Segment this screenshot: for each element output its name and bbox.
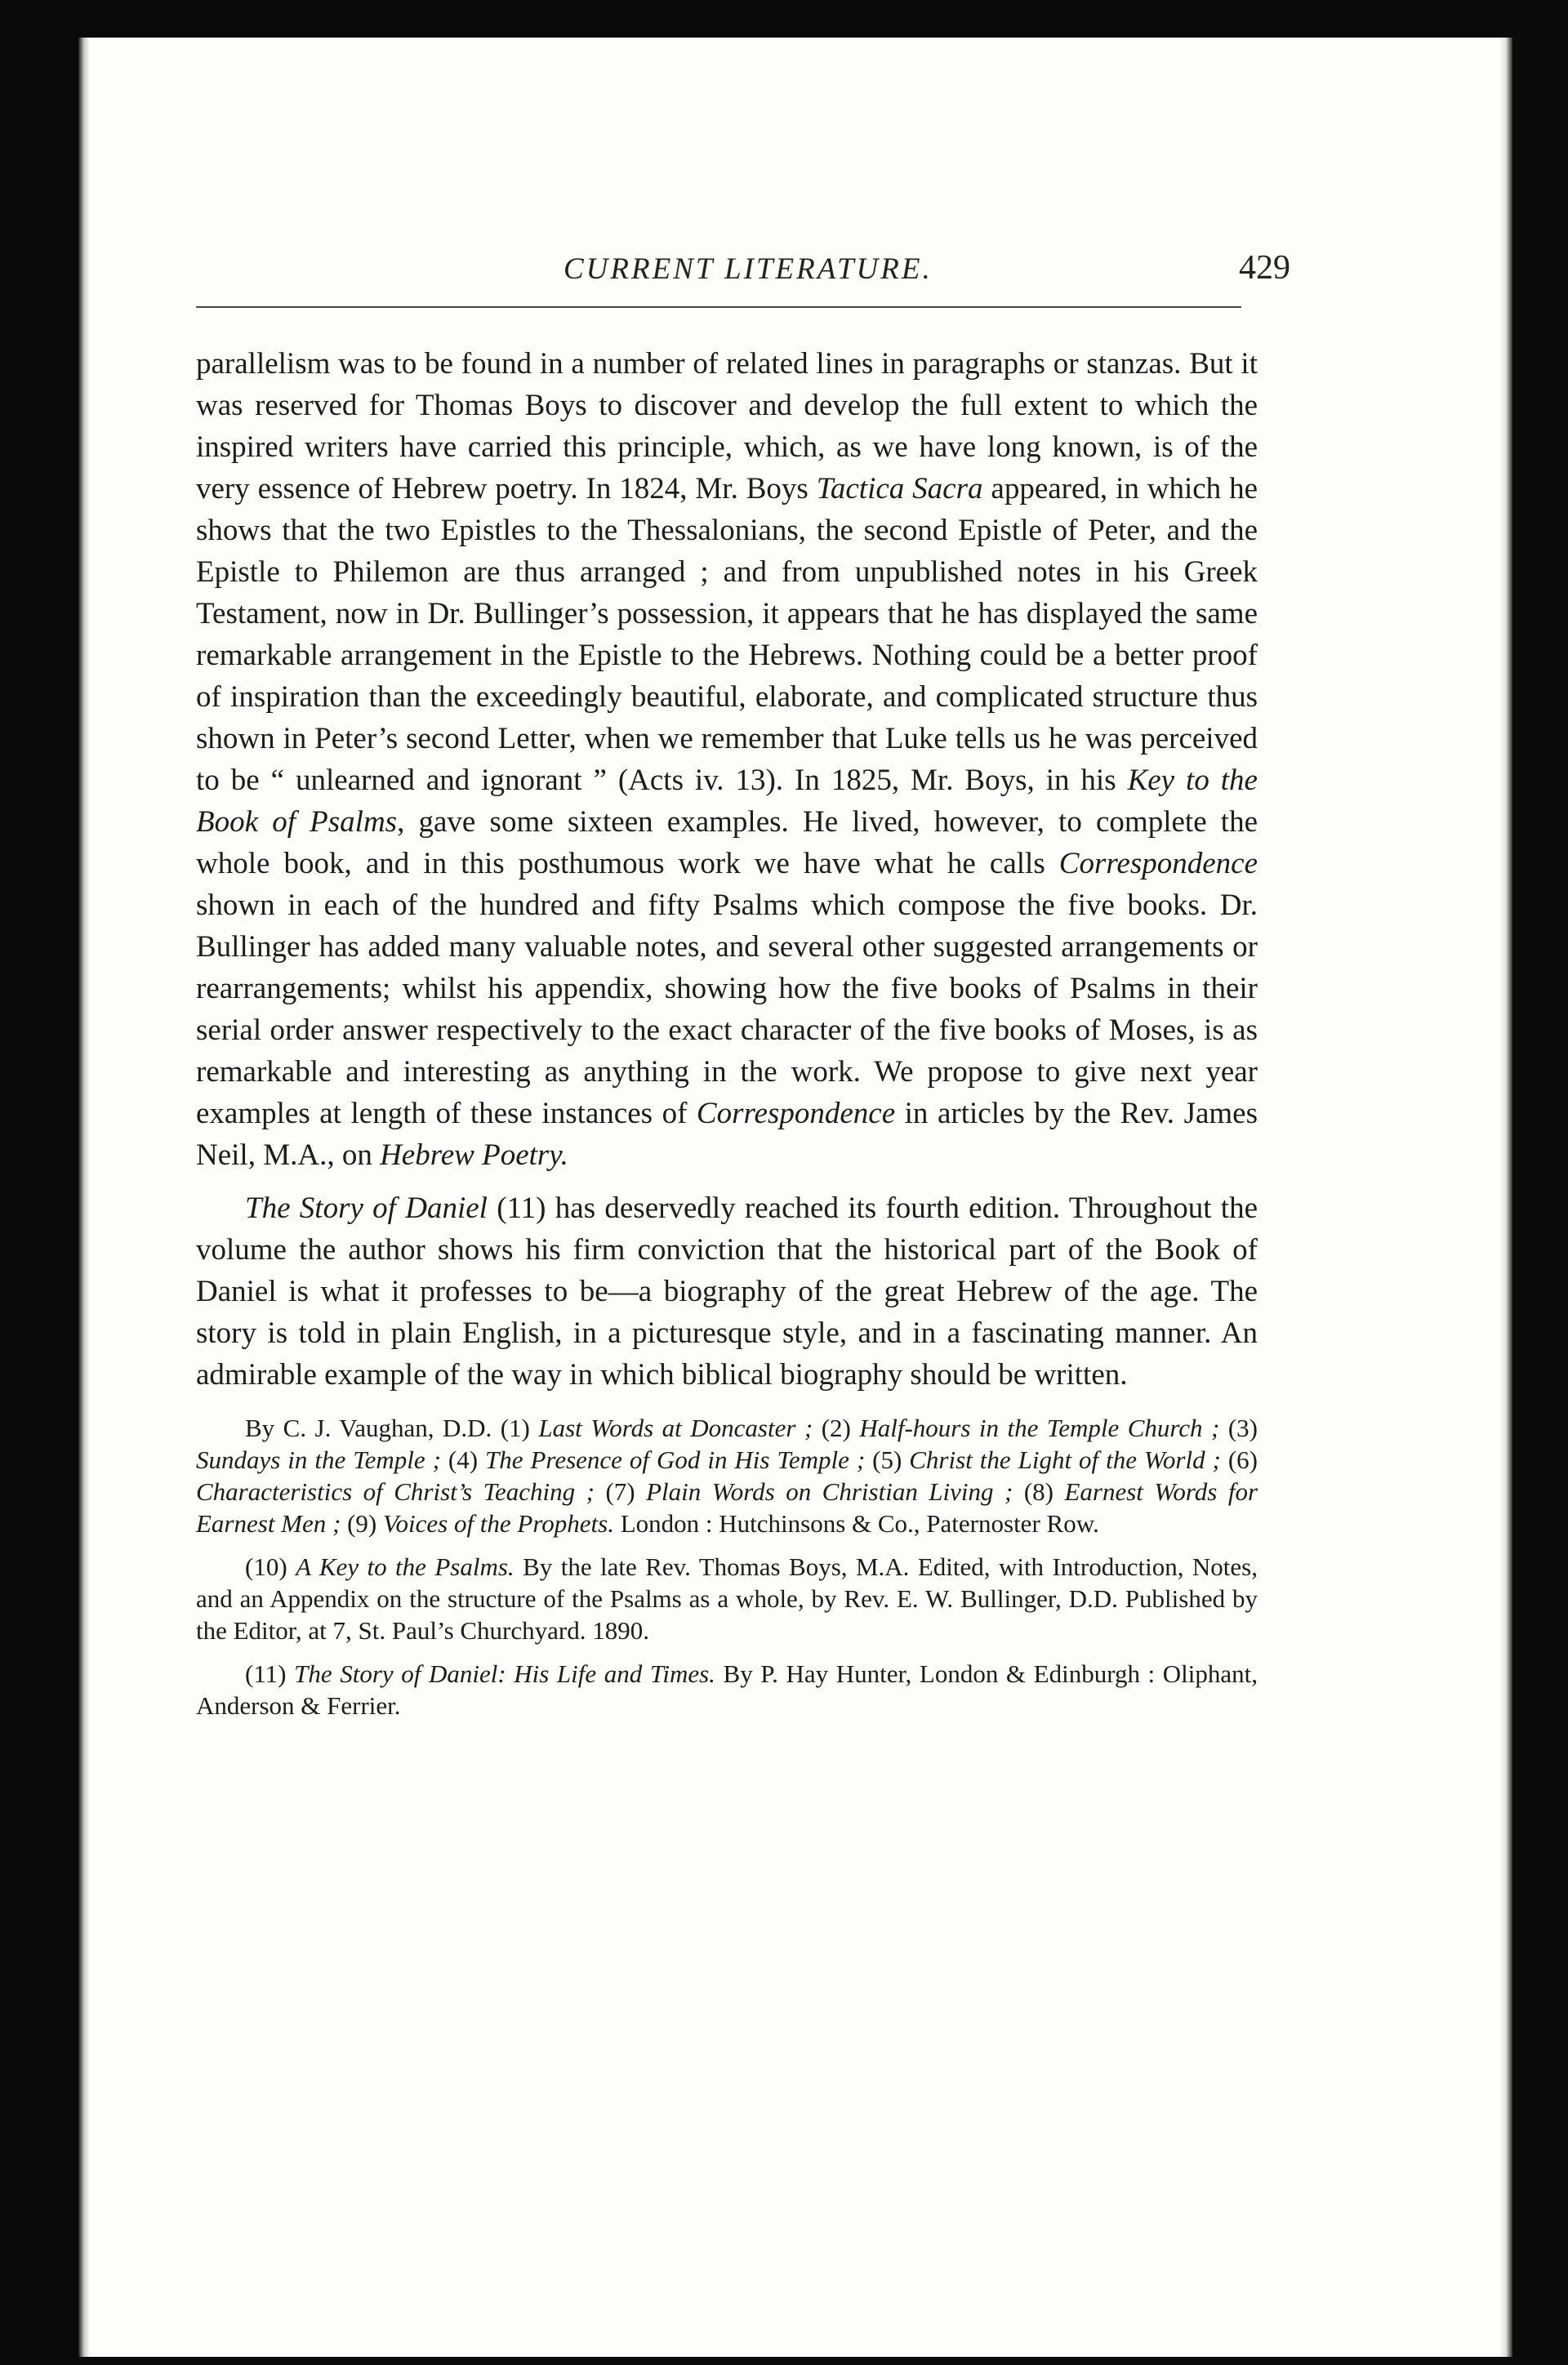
footnote-2-run-2: By the late Rev. Thomas Boys, M.A. Edited, with Introduction, Notes, and an Appendix on the structure of the Psalms as a whole, by Rev. E. W. Bullinger, D.D. Published by the Editor, at 7, St. Paul’s Churchyard. 1890. — [196, 1552, 1258, 1645]
paragraph-1-run-0: parallelism was to be found in a number of related lines in paragraphs or stanzas. But it was reserved for Thomas Boys to discover and develop the full extent to which the inspired writers have carried this principle, which, as we have long known, is of the very essence of Hebrew poetry. In 1824, Mr. Boys — [196, 347, 1258, 506]
paragraph-2-run-1: (11) has deservedly reached its fourth edition. Throughout the volume the author shows his firm conviction that the historical part of the Book of Daniel is what it professes to be—a biography of the great Hebrew of the age. The story is told in plain English, in a picturesque style, and in a fascinating manner. An admirable example of the way in which biblical biography should be written. — [196, 1191, 1258, 1392]
paragraph-1-run-8: in articles by the Rev. James Neil, M.A., on — [196, 1097, 1258, 1172]
footnote-1-run-4: (3) — [1219, 1414, 1258, 1442]
footnote-1-run-0: By C. J. Vaughan, D.D. (1) — [245, 1414, 539, 1442]
footnote-1-run-9-italic: Christ the Light of the World ; — [909, 1445, 1221, 1474]
paragraph-1-run-5-italic: Correspondence — [1058, 847, 1258, 880]
footnote-1 — [196, 1412, 1258, 1539]
footnote-1-run-1-italic: Last Words at Doncaster ; — [538, 1414, 813, 1442]
footnote-1-run-10: (6) — [1220, 1445, 1258, 1474]
paragraph-2-run-0-italic: The Story of Daniel — [245, 1191, 488, 1225]
page-edge — [1499, 38, 1512, 2357]
footnote-1-run-16: (9) — [341, 1509, 383, 1538]
paragraph-1-run-3-italic: Key to the Book of Psalms — [196, 764, 1258, 839]
footnote-1-run-6: (4) — [440, 1445, 486, 1474]
paragraph-1-run-1-italic: Tactica Sacra — [816, 472, 983, 506]
footnote-1-run-13-italic: Plain Words on Christian Living ; — [646, 1477, 1013, 1506]
footnote-2-run-0: (10) — [245, 1552, 296, 1581]
paragraph-1-run-2: appeared, in which he shows that the two Epistles to the Thessalonians, the second Epistle of Peter, and the Epistle to Philemon are thus arranged ; and from unpublished notes in his Greek Testament, now in Dr. Bullinger’s possession, it appears that he has displayed the same remarkable arrangement in the Epistle to the Hebrews. Nothing could be a better proof of inspiration than the exceedingly beautiful, elaborate, and complicated structure thus shown in Peter’s second Letter, when we remember that Luke tells us he was perceived to be “ unlearned and ignorant ” (Acts iv. 13). In 1825, Mr. Boys, in his — [196, 472, 1258, 797]
paragraph-1-run-6: shown in each of the hundred and fifty Psalms which compose the five books. Dr. Bullinger has added many valuable notes, and several other suggested arrangements or rearrangements; whilst his appendix, showing how the five books of Psalms in their serial order answer respectively to the exact character of the five books of Moses, is as remarkable and interesting as anything in the work. We propose to give next year examples at length of these instances of — [196, 889, 1258, 1130]
footnote-1-run-11-italic: Characteristics of Christ’s Teaching ; — [196, 1477, 595, 1506]
footnote-1-run-2: (2) — [813, 1414, 860, 1442]
running-header — [482, 245, 1290, 294]
footnote-1-run-3-italic: Half-hours in the Temple Church ; — [859, 1414, 1220, 1442]
footnote-3-run-0: (11) — [245, 1659, 295, 1688]
paragraph-1 — [196, 343, 1258, 1176]
footnote-1-run-5-italic: Sundays in the Temple ; — [196, 1445, 441, 1474]
paragraph-1-run-4: , gave some sixteen examples. He lived, however, to complete the whole book, and in this posthumous work we have what he calls — [196, 805, 1258, 880]
footnote-3 — [196, 1658, 1258, 1721]
footnote-1-run-12: (7) — [594, 1477, 647, 1506]
page-number: 429 — [1239, 249, 1290, 287]
paragraph-2 — [196, 1187, 1258, 1396]
footnote-1-run-8: (5) — [865, 1445, 910, 1474]
footnote-2 — [196, 1551, 1258, 1646]
paragraph-1-run-7-italic: Correspondence — [696, 1097, 896, 1130]
footnote-1-run-17-italic: Voices of the Prophets. — [383, 1509, 614, 1538]
footnotes — [196, 1412, 1258, 1721]
footnote-3-run-2: By P. Hay Hunter, London & Edinburgh : Oliphant, Anderson & Ferrier. — [196, 1659, 1258, 1720]
header-rule — [196, 306, 1241, 308]
paragraph-1-run-9-italic: Hebrew Poetry. — [380, 1138, 568, 1172]
running-title: CURRENT LITERATURE. — [564, 252, 933, 286]
footnote-1-run-7-italic: The Presence of God in His Temple ; — [485, 1445, 866, 1474]
body-text — [196, 343, 1258, 1733]
footnote-1-run-15-italic: Earnest Words for Earnest Men ; — [196, 1477, 1258, 1538]
footnote-1-run-18: London : Hutchinsons & Co., Paternoster Row. — [613, 1509, 1099, 1538]
spine-shadow — [78, 38, 90, 2357]
footnote-3-run-1-italic: The Story of Daniel: His Life and Times. — [294, 1659, 715, 1688]
footnote-2-run-1-italic: A Key to the Psalms. — [296, 1552, 514, 1581]
footnote-1-run-14: (8) — [1013, 1477, 1065, 1506]
